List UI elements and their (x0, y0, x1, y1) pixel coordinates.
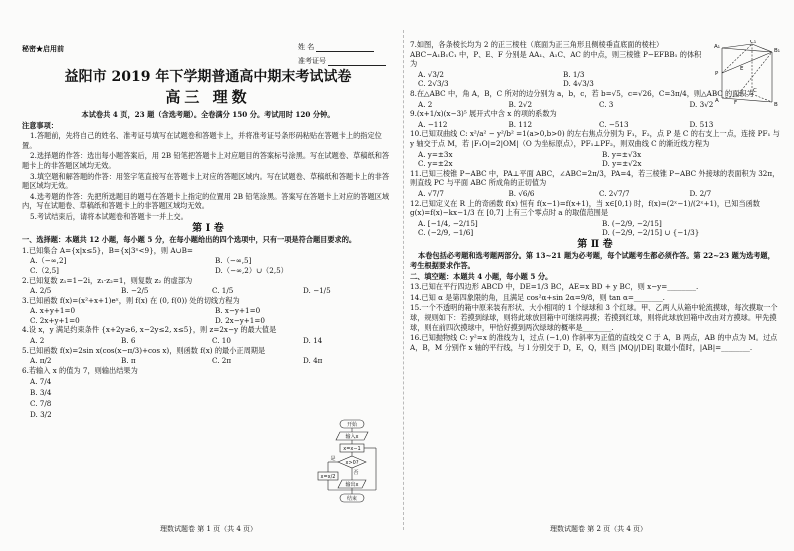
question-stem: 12.已知定义在 R 上的奇函数 f(x) 恒有 f(x−1)=f(x+1)，当 x∈[0,1) 时，f(x)=(2ˣ−1)/(2ˣ+1)，已知当函数 g(x)=f(x)−kx−1/3 在 [0,7] 上有三个零点时 a 的取值范围是 (410, 198, 760, 218)
label-p: P (715, 71, 719, 77)
option-c[interactable]: C. 2x+y+1=0 (30, 315, 80, 325)
option-a[interactable]: A. −112 (418, 119, 448, 129)
option-d[interactable]: D. 14 (303, 336, 323, 346)
question-stem: 2.已知复数 z₁=1−2i，z₁·z₂=1，则复数 z₂ 的虚部为 (22, 275, 193, 285)
notice-list (22, 131, 394, 221)
option-d[interactable]: D. −1/5 (303, 286, 331, 296)
prism-figure (712, 40, 782, 110)
right-footer: 理数试题卷 第 2 页（共 4 页） (550, 525, 648, 533)
flow-input-label: 输入x (345, 434, 359, 440)
question-4 (22, 325, 394, 345)
page-divider (403, 30, 404, 530)
option-c[interactable]: C.（2,5] (30, 265, 59, 275)
option-a[interactable]: A. 7/4 (30, 377, 52, 387)
option-b[interactable]: B. √6/6 (508, 188, 535, 198)
exam-subtitle: 高三 理数 (165, 88, 251, 106)
option-a[interactable]: A. [−1/4, −2/15] (418, 218, 478, 228)
flow-step1-label: x=x−1 (343, 446, 361, 452)
fill-question-13: 13.已知在平行四边形 ABCD 中，DE=1/3 BC，AE=x BD + y BC，则 x−y=________. (410, 282, 699, 292)
option-a[interactable]: A. √3/2 (418, 69, 444, 79)
label-c: C (753, 88, 757, 94)
flow-output-label: 输出x (345, 482, 359, 488)
ticket-label: 准考证号 (298, 57, 326, 65)
option-c[interactable]: C. 1/5 (212, 286, 234, 296)
option-b[interactable]: B. 112 (508, 119, 533, 129)
exam-title: 益阳市 2019 年下学期普通高中期末考试试卷 (64, 69, 352, 85)
option-c[interactable]: C. 2π (212, 356, 232, 366)
question-12 (410, 199, 780, 238)
flow-end-label: 结束 (346, 496, 358, 502)
question-1 (22, 246, 394, 276)
option-b[interactable]: B. x−y+1=0 (215, 306, 261, 316)
name-label: 姓 名 (298, 43, 315, 51)
question-stem: 9.(x+1/x)(x−3)⁵ 展开式中含 x 的项的系数为 (410, 109, 557, 119)
volume-1-heading: 第 Ⅰ 卷 (192, 222, 224, 234)
notice-title: 注意事项： (22, 120, 58, 130)
question-stem: 3.已知函数 f(x)=(x²+x+1)eˣ，则 f(x) 在 (0, f(0)) 处的切线方程为 (22, 295, 240, 305)
label-a1: A₁ (714, 44, 720, 50)
option-b[interactable]: B. π (121, 356, 136, 366)
option-c[interactable]: C. 7/8 (30, 399, 52, 409)
option-b[interactable]: B. 3/4 (30, 388, 52, 398)
section-1-heading: 一、选择题：本题共 12 小题，每小题 5 分，在每小题给出的四个选项中，只有一项是符合题目要求的。 (22, 235, 357, 245)
question-stem: 11.已知三棱锥 P−ABC 中，PA⊥平面 ABC，∠ABC=2π/3，PA=4，若三棱锥 P−ABC 外接球的表面积为 32π，则直线 PC 与平面 ABC 所成角的正切值为 (410, 168, 780, 188)
flow-step2-label: x=x/2 (320, 474, 336, 480)
flow-yes-label: 是 (330, 456, 336, 462)
option-c[interactable]: C. 3 (599, 99, 614, 109)
option-a[interactable]: A.（−∞,2] (30, 256, 67, 266)
option-a[interactable]: A. π/2 (30, 356, 52, 366)
section-2-heading: 二、填空题：本题共 4 小题，每小题 5 分。 (410, 271, 553, 281)
notice-item: 4.选考题的作答：先把所选题目的题号在答题卡上指定的位置用 2B 铅笔涂黑。答案写在答题卡上对应的答题区域内，写在试题卷、草稿纸和答题卡上的非答题区域均无效。 (22, 191, 390, 211)
question-stem: 7.如图，各条棱长均为 2 的正三棱柱（底面为正三角形且侧棱垂直底面的棱柱）ABC−A₁B₁C₁ 中，P、E、F 分别是 AA₁、A₁C、AC 的中点，则三棱锥 P−EFBB₁ 的体积为 (410, 40, 702, 69)
option-c[interactable]: C. (−2/9, −1/6] (418, 228, 474, 238)
part-2-intro: 本卷包括必考题和选考题两部分。第 13~21 题为必考题，每个试题考生都必须作答。第 22~23 题为选考题，考生根据要求作答。 (410, 251, 775, 271)
question-7 (410, 40, 702, 89)
option-a[interactable]: A. 2 (30, 336, 45, 346)
flow-no-label: 否 (353, 470, 359, 476)
option-d[interactable]: D. 3/2 (30, 410, 52, 420)
option-d[interactable]: D. y=±√2x (602, 159, 642, 169)
question-2 (22, 276, 394, 296)
flow-start-label: 开始 (346, 422, 358, 428)
notice-item: 1.答题前，先将自己的姓名、准考证号填写在试题卷和答题卡上，并将准考证号条形码粘贴在答题卡上的指定位置。 (22, 131, 382, 150)
label-b: B (774, 102, 778, 108)
fill-question-15: 15.一个不透明的箱中原来装有形状、大小相同的 1 个绿球和 3 个红球。甲、乙两人从箱中轮流摸球，每次摸取一个球，规则如下：若摸到绿球，则将此球放回箱中可继续再摸；若摸到红球，则将此球放回箱中改由对方摸球。甲先摸球，则在前四次摸球中，甲恰好摸到两次绿球的概率是________. (410, 303, 778, 332)
left-page (22, 38, 394, 420)
option-c[interactable]: C. 2√7/7 (599, 188, 630, 198)
option-b[interactable]: B. y=±√3x (602, 149, 642, 159)
left-footer: 理数试题卷 第 1 页（共 4 页） (160, 525, 258, 533)
option-d[interactable]: D.（−∞,2）∪（2,5） (215, 265, 288, 275)
question-5 (22, 346, 394, 366)
question-stem: 5.已知函数 f(x)=2sin x(cos(x−π/3)+cos x)，则函数 f(x) 的最小正周期是 (22, 345, 266, 355)
option-d[interactable]: D. 513 (689, 119, 714, 129)
question-3 (22, 296, 394, 326)
option-a[interactable]: A. 2/5 (30, 286, 52, 296)
option-a[interactable]: A. x+y+1=0 (30, 306, 76, 316)
option-b[interactable]: B. (−2/9, −2/15] (602, 218, 662, 228)
question-stem: 6.若输入 x 的值为 7，则输出结果为 (22, 365, 138, 375)
option-b[interactable]: B. 6 (121, 336, 136, 346)
option-d[interactable]: D. 3√2 (689, 99, 714, 109)
label-e: E (740, 66, 744, 72)
option-d[interactable]: D. (−2/9, −2/15] ∪ {−1/3} (602, 228, 700, 238)
option-d[interactable]: D. 2x−y+1=0 (215, 315, 265, 325)
option-a[interactable]: A. 2 (418, 99, 433, 109)
question-6 (22, 366, 312, 421)
option-d[interactable]: D. 4π (303, 356, 323, 366)
option-c[interactable]: C. 2√3/3 (418, 79, 449, 89)
question-10 (410, 129, 780, 168)
flowchart-diagram (316, 418, 394, 510)
option-d[interactable]: D. 4√3/3 (563, 79, 594, 89)
option-d[interactable]: D. 2/7 (689, 188, 712, 198)
option-c[interactable]: C. −513 (599, 119, 629, 129)
option-b[interactable]: B. 2√2 (508, 99, 533, 109)
intro-text: 本试卷共 4 页，23 题（含选考题）。全卷满分 150 分。考试用时 120 分钟。 (81, 110, 335, 119)
option-c[interactable]: C. 10 (212, 336, 231, 346)
question-stem: 4.设 x，y 满足约束条件 {x+2y≥6, x−2y≤2, x≤5}，则 z=2x−y 的最大值是 (22, 325, 277, 335)
question-stem: 1.已知集合 A={x|x≤5}，B={x|3ˣ<9}，则 A∪B= (22, 245, 193, 255)
question-stem: 10.已知双曲线 C: x²/a² − y²/b² =1(a>0,b>0) 的左右焦点分别为 F₁，F₂，点 P 是 C 的右支上一点，连接 PF₁ 与 y 轴交于点 M，若 |F₁O|=2|OM|（O 为坐标原点），PF₁⊥PF₂，则双曲线 C 的渐近线方程为 (410, 129, 780, 148)
notice-item: 5.考试结束后，请将本试题卷和答题卡一并上交。 (30, 211, 188, 221)
notice-item: 3.填空题和解答题的作答：用签字笔直接写在答题卡上对应的答题区域内。写在试题卷、草稿纸和答题卡上的非答题区域均无效。 (22, 171, 390, 191)
volume-2-heading: 第 Ⅱ 卷 (577, 238, 613, 250)
option-b[interactable]: B. 1/3 (563, 69, 585, 79)
option-b[interactable]: B. −2/5 (121, 286, 149, 296)
option-b[interactable]: B.（−∞,5] (215, 256, 252, 266)
flow-cond-label: x>0? (345, 460, 359, 466)
label-f: F (734, 100, 738, 106)
fill-question-16: 16.已知抛物线 C: y²=x 的准线为 l，过点 (−1,0) 作斜率为正值的直线交 C 于 A，B 两点，AB 的中点为 M。过点 A，B，M 分别作 x 轴的平行线，与 l 分别交于 D，E，Q，则当 |MQ|/|DE| 取最小值时，|AB|=________. (410, 333, 778, 352)
option-c[interactable]: C. y=±2x (418, 159, 453, 169)
label-a: A (715, 98, 719, 104)
fill-question-14: 14.已知 α 是第四象限的角，且满足 cos²α+sin 2α=9/8，则 tan α=________. (410, 292, 665, 302)
secret-label: 秘密★启用前 (22, 44, 64, 53)
option-a[interactable]: A. y=±3x (418, 149, 453, 159)
question-11 (410, 169, 780, 199)
notice-item: 2.选择题的作答：选出每小题答案后，用 2B 铅笔把答题卡上对应题目的答案标号涂黑。写在试题卷、草稿纸和答题卡上的非答题区域均无效。 (22, 151, 390, 170)
question-9 (410, 109, 780, 129)
label-b1: B₁ (774, 48, 780, 54)
label-c1: C₁ (750, 40, 757, 45)
question-stem: 8.在△ABC 中，角 A，B，C 所对的边分别为 a，b，c，若 b=√5，c=√26，C=3π/4，则△ABC 的面积为 (410, 88, 754, 98)
option-a[interactable]: A. √7/7 (418, 188, 444, 198)
